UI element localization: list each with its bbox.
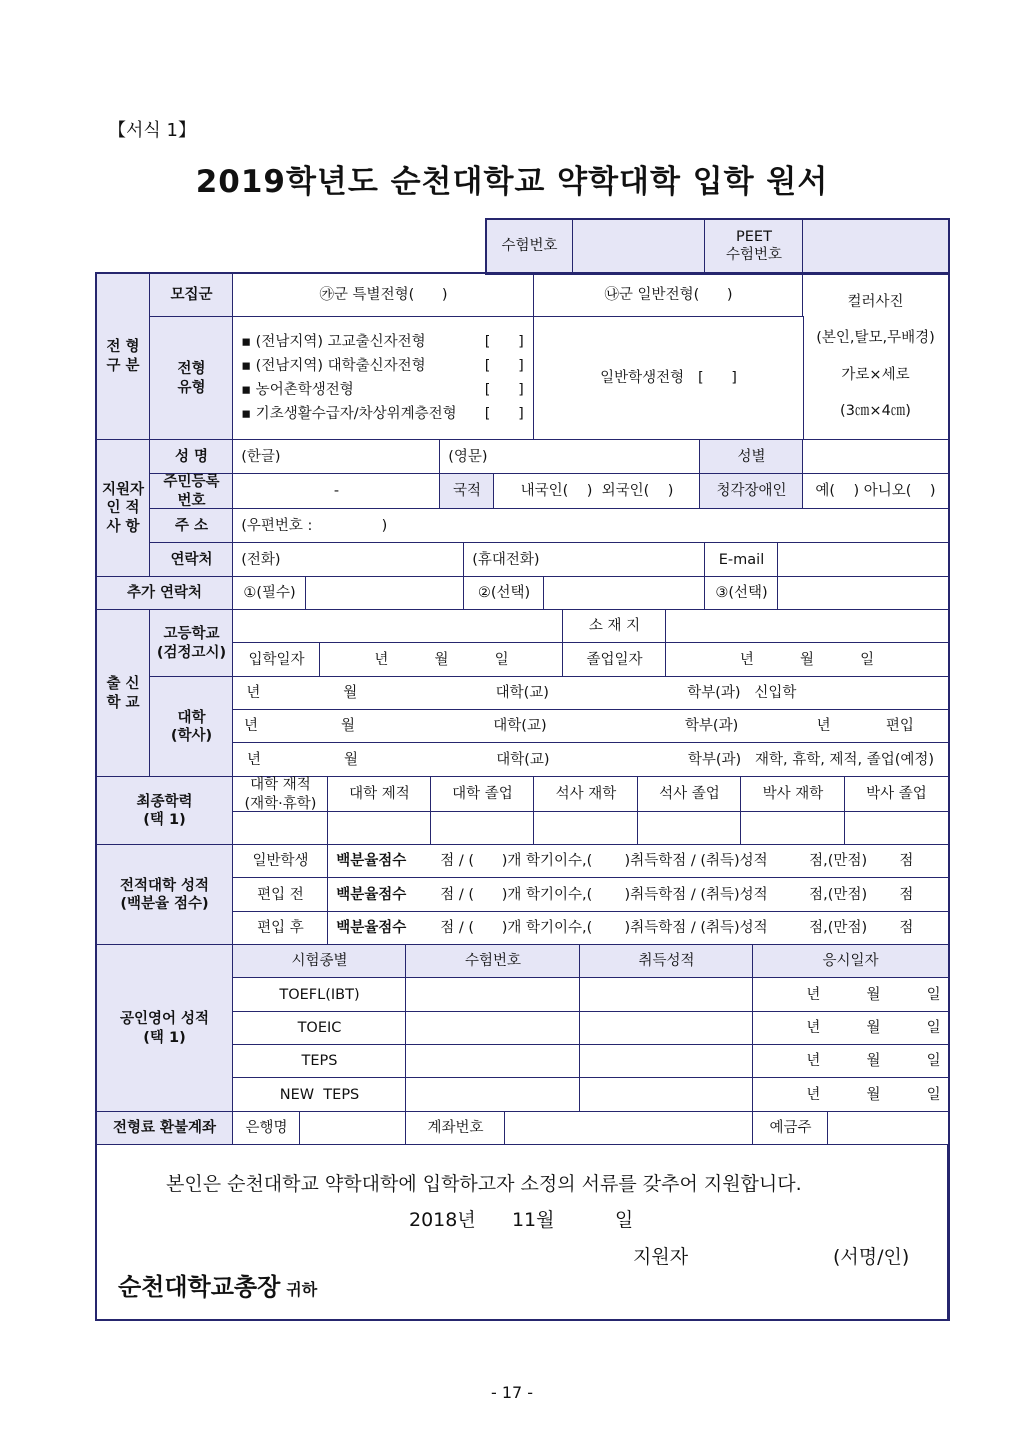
gender-label: 성별	[699, 439, 804, 475]
addressee-suffix: 귀하	[286, 1280, 318, 1299]
account-holder-field[interactable]	[827, 1111, 949, 1146]
special-type-list	[232, 316, 535, 441]
resident-id-label: 주민등록 번호	[149, 473, 234, 510]
english-test-date-field[interactable]: 년 월 일	[752, 977, 949, 1013]
admission-date-field[interactable]: 년 월 일	[319, 642, 564, 678]
name-korean-field[interactable]: (한글)	[232, 439, 441, 475]
extra-contact-1-label: ①(필수)	[232, 576, 307, 611]
english-test-name: TEPS	[232, 1044, 407, 1079]
declaration-text: 본인은 순천대학교 약학대학에 입학하고자 소정의 서류를 갖추어 지원합니다.	[166, 1173, 802, 1195]
bank-name-field[interactable]	[299, 1111, 407, 1146]
english-test-name: TOEIC	[232, 1011, 407, 1046]
english-exam-number-field[interactable]	[405, 1077, 581, 1113]
extra-contact-2-label: ②(선택)	[463, 576, 545, 611]
special-type-label: ▪ (전남지역) 고교출신자전형	[241, 334, 426, 351]
university-label: 대학 (학사)	[149, 676, 234, 778]
extra-contact-label: 추가 연락처	[95, 576, 234, 611]
extra-contact-3-field[interactable]	[777, 576, 949, 611]
percent-score-label: 백분율점수	[336, 920, 407, 937]
special-type-item[interactable]	[241, 403, 524, 427]
address-field[interactable]: (우편번호 : )	[232, 508, 949, 544]
final-education-checkbox[interactable]	[327, 811, 432, 846]
final-education-option: 박사 졸업	[844, 776, 949, 813]
english-score-field[interactable]	[579, 977, 754, 1013]
extra-contact-1-field[interactable]	[305, 576, 465, 611]
account-holder-label: 예금주	[752, 1111, 829, 1146]
photo-box[interactable]: 컬러사진 (본인,탈모,무배경) 가로×세로 (3㎝×4㎝)	[802, 272, 949, 441]
university-row-freshman[interactable]: 년 월 대학(교) 학부(과) 신입학	[232, 676, 949, 711]
email-label: E-mail	[704, 542, 779, 578]
university-row-transfer[interactable]: 년 월 대학(교) 학부(과) 년 편입	[232, 709, 949, 744]
special-type-label: ▪ 농어촌학생전형	[241, 382, 354, 399]
addressee	[118, 1267, 317, 1302]
nationality-label: 국적	[439, 473, 495, 510]
mobile-field[interactable]: (휴대전화)	[463, 542, 706, 578]
english-header: 취득성적	[579, 944, 754, 979]
phone-field[interactable]: (전화)	[232, 542, 465, 578]
final-education-option: 대학 졸업	[430, 776, 535, 813]
score-detail-text[interactable]: 점 / ( )개 학기이수,( )취득학점 / (취득)성적 점,(만점) 점	[440, 886, 914, 903]
declaration-date[interactable]: 2018년 11월 일	[409, 1209, 634, 1231]
english-test-date-field[interactable]: 년 월 일	[752, 1044, 949, 1079]
group-a-option[interactable]: ㉮군 특별전형( )	[232, 272, 535, 318]
score-detail-text[interactable]: 점 / ( )개 학기이수,( )취득학점 / (취득)성적 점,(만점) 점	[440, 920, 914, 937]
form-number: 【서식 1】	[108, 120, 196, 141]
english-test-date-field[interactable]: 년 월 일	[752, 1077, 949, 1113]
prior-grade-score-row[interactable]	[327, 911, 949, 946]
english-test-name: NEW TEPS	[232, 1077, 407, 1113]
score-detail-text[interactable]: 점 / ( )개 학기이수,( )취득학점 / (취득)성적 점,(만점) 점	[440, 853, 914, 870]
final-education-option: 석사 졸업	[637, 776, 742, 813]
name-english-field[interactable]: (영문)	[439, 439, 701, 475]
percent-score-label: 백분율점수	[336, 886, 407, 903]
special-type-item[interactable]	[241, 355, 524, 379]
graduation-date-label: 졸업일자	[562, 642, 667, 678]
nationality-options[interactable]: 내국인( ) 외국인( )	[493, 473, 701, 510]
special-type-item[interactable]	[241, 379, 524, 403]
group-b-option[interactable]: ㉯군 일반전형( )	[533, 272, 804, 318]
final-education-checkbox[interactable]	[637, 811, 742, 846]
graduation-date-field[interactable]: 년 월 일	[665, 642, 949, 678]
final-education-option: 석사 재학	[533, 776, 639, 813]
final-education-label: 최종학력 (택 1)	[95, 776, 234, 846]
english-test-date-field[interactable]: 년 월 일	[752, 1011, 949, 1046]
high-school-name-field[interactable]	[232, 609, 564, 644]
general-type-option[interactable]: 일반학생전형 [ ]	[533, 316, 804, 441]
checkbox-bracket[interactable]: [ ]	[484, 334, 524, 351]
final-education-option: 대학 제적	[327, 776, 432, 813]
english-header: 수험번호	[405, 944, 581, 979]
admission-date-label: 입학일자	[232, 642, 321, 678]
extra-contact-3-label: ③(선택)	[704, 576, 779, 611]
recruit-group-label: 모집군	[149, 272, 234, 318]
english-header: 응시일자	[752, 944, 949, 979]
page-number: - 17 -	[490, 1383, 534, 1402]
applicant-signature[interactable]: 지원자 (서명/인)	[633, 1246, 910, 1268]
addressee-name: 순천대학교총장	[118, 1273, 281, 1301]
account-number-label: 계좌번호	[405, 1111, 506, 1146]
prior-grade-score-row[interactable]	[327, 877, 949, 913]
special-type-item[interactable]	[241, 331, 524, 355]
final-education-checkbox[interactable]	[232, 811, 329, 846]
special-type-label: ▪ (전남지역) 대학출신자전형	[241, 358, 426, 375]
university-row-status[interactable]: 년 월 대학(교) 학부(과) 재학, 휴학, 제적, 졸업(예정)	[232, 742, 949, 778]
name-label: 성 명	[149, 439, 234, 475]
final-education-checkbox[interactable]	[430, 811, 535, 846]
prior-grade-type: 편입 후	[232, 911, 329, 946]
english-test-name: TOEFL(IBT)	[232, 977, 407, 1013]
refund-account-label: 전형료 환불계좌	[95, 1111, 234, 1146]
page-title: 2019학년도 순천대학교 약학대학 입학 원서	[195, 164, 829, 200]
school-section-label: 출 신 학 교	[95, 609, 151, 778]
peet-number-field[interactable]	[802, 218, 949, 274]
account-number-field[interactable]	[504, 1111, 754, 1146]
special-type-label: ▪ 기초생활수급자/차상위계층전형	[241, 406, 457, 423]
checkbox-bracket[interactable]: [ ]	[484, 382, 524, 399]
english-exam-number-field[interactable]	[405, 1044, 581, 1079]
gender-field[interactable]	[802, 439, 949, 475]
checkbox-bracket[interactable]: [ ]	[484, 406, 524, 423]
selection-section-label: 전 형 구 분	[95, 272, 151, 441]
exam-number-label: 수험번호	[485, 218, 574, 274]
extra-contact-2-field[interactable]	[543, 576, 706, 611]
high-school-label: 고등학교 (검정고시)	[149, 609, 234, 678]
hearing-impaired-label: 청각장애인	[699, 473, 804, 510]
address-label: 주 소	[149, 508, 234, 544]
english-score-field[interactable]	[579, 1011, 754, 1046]
declaration-box	[96, 1145, 948, 1320]
peet-number-label: PEET 수험번호	[704, 218, 804, 274]
prior-grades-label: 전적대학 성적 (백분율 점수)	[95, 844, 234, 946]
final-education-option: 박사 재학	[740, 776, 846, 813]
exam-number-field[interactable]	[572, 218, 706, 274]
final-education-checkbox[interactable]	[844, 811, 949, 846]
contact-label: 연락처	[149, 542, 234, 578]
english-score-field[interactable]	[579, 1077, 754, 1113]
final-education-option: 대학 재적 (재학·휴학)	[232, 776, 329, 813]
english-exam-number-field[interactable]	[405, 1011, 581, 1046]
final-education-checkbox[interactable]	[533, 811, 639, 846]
final-education-checkbox[interactable]	[740, 811, 846, 846]
prior-grade-type: 편입 전	[232, 877, 329, 913]
english-score-label: 공인영어 성적 (택 1)	[95, 944, 234, 1113]
bank-name-label: 은행명	[232, 1111, 301, 1146]
email-field[interactable]	[777, 542, 949, 578]
selection-type-label: 전형 유형	[149, 316, 234, 441]
percent-score-label: 백분율점수	[336, 853, 407, 870]
english-header: 시험종별	[232, 944, 407, 979]
prior-grade-type: 일반학생	[232, 844, 329, 879]
checkbox-bracket[interactable]: [ ]	[484, 358, 524, 375]
applicant-section-label: 지원자 인 적 사 항	[95, 439, 151, 578]
resident-id-field[interactable]: -	[232, 473, 441, 510]
english-exam-number-field[interactable]	[405, 977, 581, 1013]
location-label: 소 재 지	[562, 609, 667, 644]
prior-grade-score-row[interactable]	[327, 844, 949, 879]
english-score-field[interactable]	[579, 1044, 754, 1079]
hearing-impaired-options[interactable]: 예( ) 아니오( )	[802, 473, 949, 510]
location-field[interactable]	[665, 609, 949, 644]
